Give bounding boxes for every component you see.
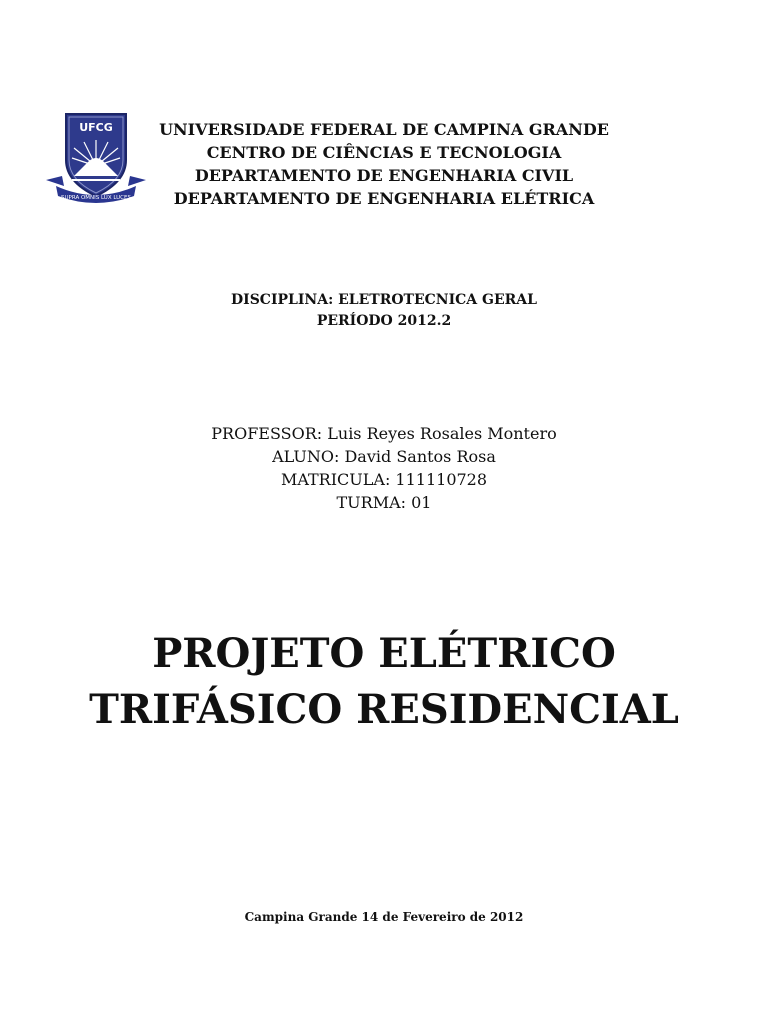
professor-label: PROFESSOR: Luis Reyes Rosales Montero [211, 424, 557, 443]
registration-label: MATRICULA: 111110728 [280, 470, 488, 489]
header-university: UNIVERSIDADE FEDERAL DE CAMPINA GRANDE [159, 120, 609, 139]
logo-acronym: UFCG [79, 121, 113, 134]
logo-motto: SUPRA OMNIS LUX LUCES [61, 195, 131, 201]
header-center: CENTRO DE CIÊNCIAS E TECNOLOGIA [206, 143, 562, 162]
discipline-label: DISCIPLINA: ELETROTECNICA GERAL [231, 292, 537, 308]
institution-header [150, 118, 618, 210]
title-line-2: TRIFÁSICO RESIDENCIAL [89, 686, 679, 733]
people-info [150, 422, 618, 514]
document-title [40, 626, 728, 738]
student-label: ALUNO: David Santos Rosa [272, 447, 496, 466]
place-date: Campina Grande 14 de Fevereiro de 2012 [244, 910, 524, 924]
ufcg-logo [44, 110, 148, 206]
header-dept-electrical: DEPARTAMENTO DE ENGENHARIA ELÉTRICA [173, 189, 595, 208]
course-info [150, 290, 618, 332]
class-label: TURMA: 01 [336, 493, 432, 512]
title-line-1: PROJETO ELÉTRICO [152, 630, 616, 677]
period-label: PERÍODO 2012.2 [316, 313, 452, 329]
header-dept-civil: DEPARTAMENTO DE ENGENHARIA CIVIL [194, 166, 574, 185]
